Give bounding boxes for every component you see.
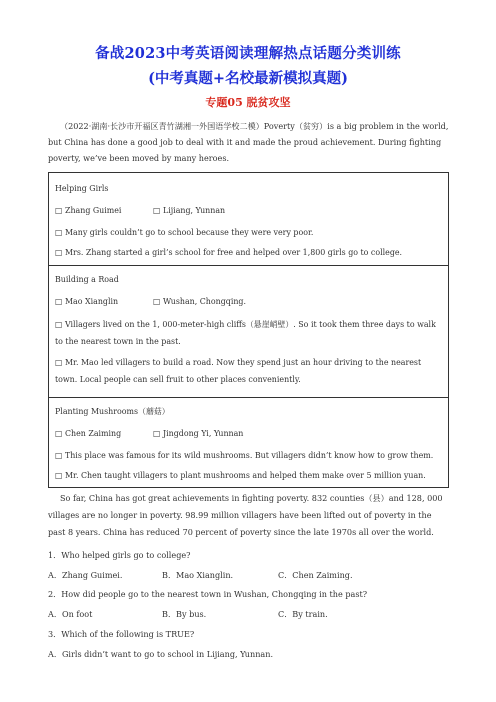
section-person: □ Zhang Guimei <box>55 206 122 215</box>
section-problem: □ This place was famous for its wild mushrooms. But villagers didn’t know how to grow them. <box>55 451 434 460</box>
question-2-option-c: C．By train. <box>278 609 328 619</box>
section-solution: □ Mrs. Zhang started a girl’s school for free and helped over 1,800 girls go to college. <box>55 248 403 257</box>
question-2: 2．How did people go to the nearest town in Wushan, Chongqing in the past? <box>48 589 368 599</box>
section-problem: □ Villagers lived on the 1, 000-meter-high cliffs（悬崖峭壁）. So it took them three days to walk to the nearest town in the past. <box>55 320 436 346</box>
section-heading: Helping Girls <box>55 184 109 193</box>
section-building-road <box>48 266 449 398</box>
document-subtitle: (中考真题+名校最新模拟真题) <box>148 70 348 87</box>
document-title: 备战2023中考英语阅读理解热点话题分类训练 <box>95 45 401 62</box>
outro-paragraph: So far, China has got great achievements in fighting poverty. 832 counties（县）and 128, 000 villages are no longer in poverty. 98.99 million villagers have been lifted out of poverty in the past 8 years. China has reduced 70 percent of poverty since the late 1970s all over the world. <box>48 493 443 537</box>
question-3-option-a: A．Girls didn’t want to go to school in Lijiang, Yunnan. <box>48 649 274 659</box>
section-problem: □ Many girls couldn’t go to school because they were very poor. <box>55 228 314 237</box>
question-1: 1．Who helped girls go to college? <box>48 550 191 560</box>
question-2-option-a: A．On foot <box>48 609 93 619</box>
question-1-option-b: B．Mao Xianglin. <box>162 570 234 580</box>
question-1-option-a: A．Zhang Guimei. <box>48 570 123 580</box>
section-planting-mushrooms <box>48 398 449 488</box>
section-person: □ Mao Xianglin <box>55 297 119 306</box>
section-place: □ Lijiang, Yunnan <box>153 206 226 215</box>
question-2-option-b: B．By bus. <box>162 609 207 619</box>
question-3: 3．Which of the following is TRUE? <box>48 629 195 639</box>
topic-heading: 专题05 脱贫攻坚 <box>205 96 291 109</box>
section-solution: □ Mr. Mao led villagers to build a road. Now they spend just an hour driving to the nearest town. Local people can sell fruit to other places conveniently. <box>55 358 422 384</box>
section-person: □ Chen Zaiming <box>55 429 122 438</box>
intro-paragraph: （2022·湖南·长沙市开福区青竹湖湘一外国语学校二模）Poverty（贫穷）is a big problem in the world, but China has done a good job to deal with it and made the proud achievement. During fighting poverty, we’ve been moved by many heroes. <box>48 121 449 163</box>
question-1-option-c: C．Chen Zaiming. <box>278 570 353 580</box>
section-solution: □ Mr. Chen taught villagers to plant mushrooms and helped them make over 5 million yuan. <box>55 471 426 480</box>
section-helping-girls <box>48 172 449 266</box>
section-heading: Planting Mushrooms（蘑菇） <box>55 407 170 416</box>
section-place: □ Jingdong Yi, Yunnan <box>153 429 244 438</box>
section-place: □ Wushan, Chongqing. <box>153 297 246 306</box>
section-heading: Building a Road <box>55 275 119 284</box>
